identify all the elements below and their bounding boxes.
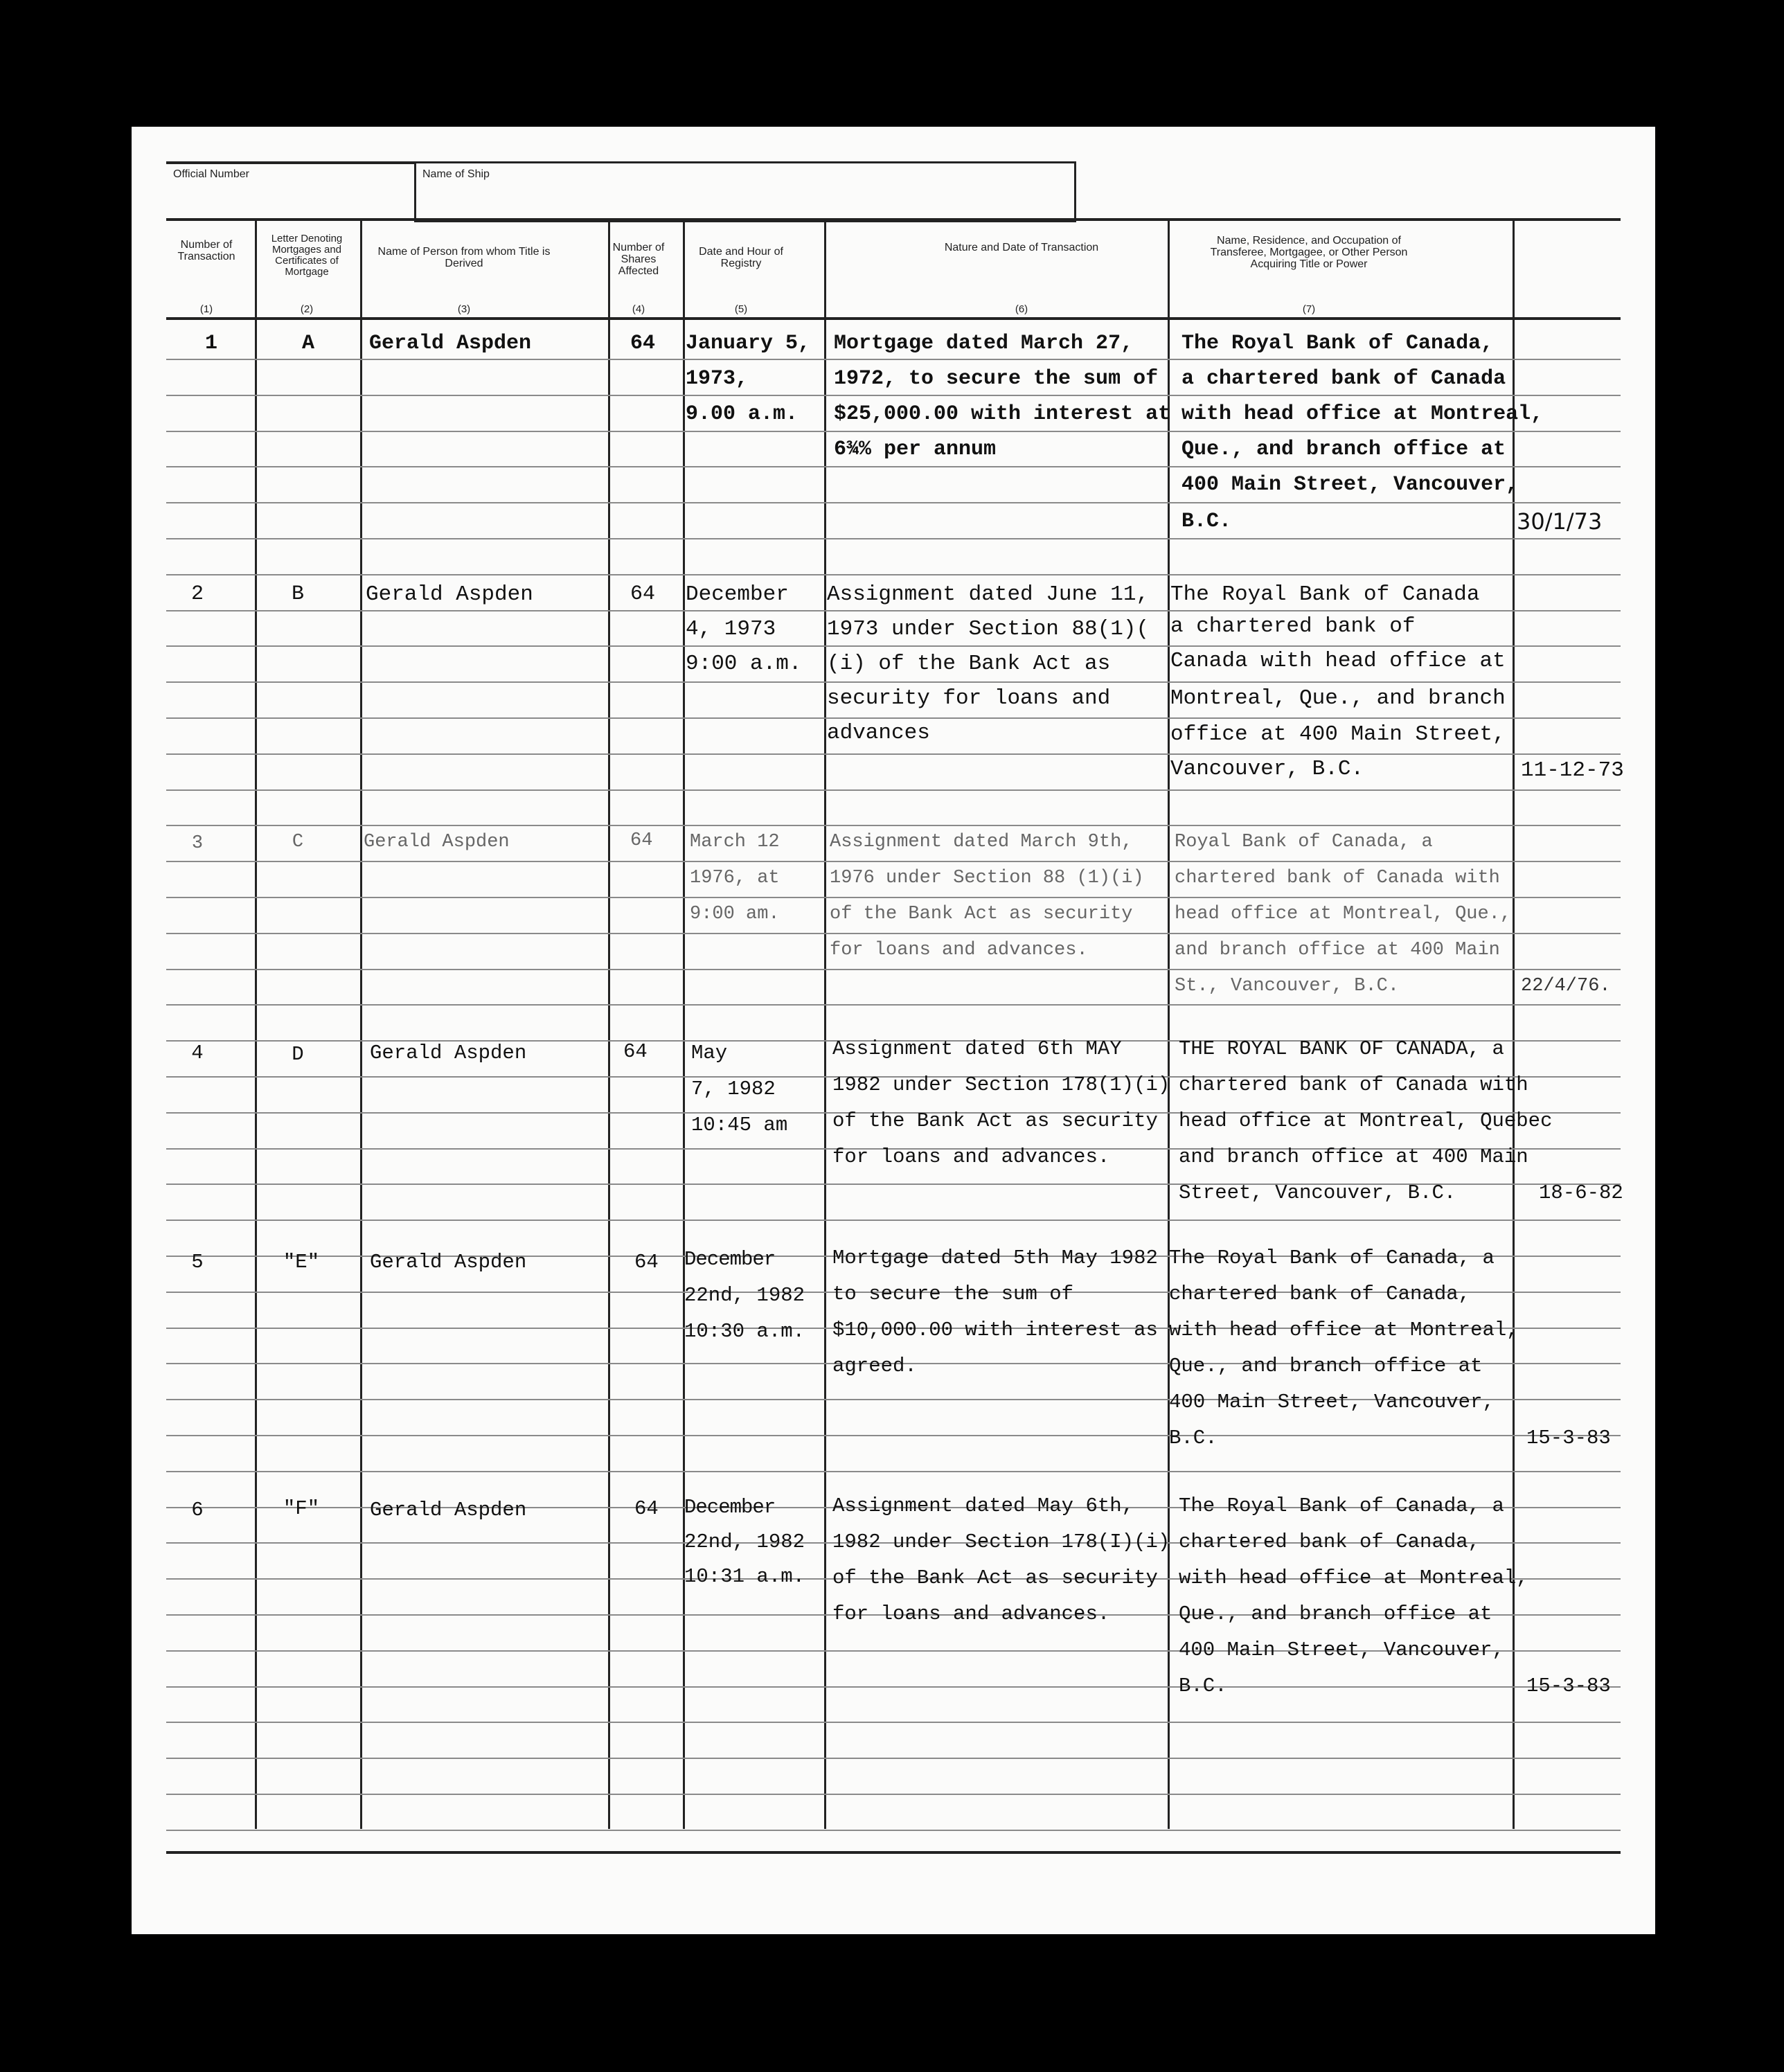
entry-1-nature-line-4: 6¾% per annum [834,438,997,461]
entry-5-acquirer-line-3: with head office at Montreal, [1169,1319,1519,1341]
entry-4-acquirer-line-4: and branch office at 400 Main [1179,1145,1528,1168]
entry-4-acquirer-line-3: head office at Montreal, Quebec [1179,1109,1553,1132]
ruled-line [166,574,1621,575]
entry-2-nature-line-2: 1973 under Section 88(1)( [827,617,1150,641]
entry-3-registry-line-3: 9:00 am. [690,904,780,925]
entry-4-nature-line-4: for loans and advances. [832,1145,1110,1168]
entry-1-nature-line-3: $25,000.00 with interest at [834,402,1171,426]
top-rule [166,161,416,164]
entry-1-acquirer-line-1: The Royal Bank of Canada, [1181,332,1494,355]
col1-number: (1) [199,303,213,315]
ruled-line [166,1004,1621,1006]
entry-6-registry-line-3: 10:31 a.m. [684,1565,805,1588]
entry-6-date-note: 15-3-83 [1526,1674,1611,1697]
ruled-line [166,1220,1621,1221]
entry-3-nature-line-3: of the Bank Act as security [830,904,1133,925]
divider-6 [1168,219,1170,1829]
ruled-line [166,1758,1621,1759]
entry-2-acquirer-line-4: Montreal, Que., and branch [1170,686,1506,711]
ruled-line [166,789,1621,791]
entry-2-registry-line-3: 9:00 a.m. [686,652,802,676]
entry-4-nature-line-1: Assignment dated 6th MAY [832,1037,1122,1060]
entry-1-registry-line-3: 9.00 a.m. [686,402,799,426]
entry-2-shares: 64 [630,582,656,606]
col6-header: Nature and Date of Transaction [944,242,1099,253]
entry-1-registry-line-2: 1973, [686,367,749,391]
entry-4-acquirer-line-2: chartered bank of Canada with [1179,1073,1528,1096]
ruled-line [166,1830,1621,1831]
entry-6-registry-line-2: 22nd, 1982 [684,1530,805,1553]
entry-3-person: Gerald Aspden [364,832,510,852]
name-of-ship-box [414,161,1076,222]
entry-1-acquirer-line-4: Que., and branch office at [1181,438,1506,461]
entry-3-acquirer-line-5: St., Vancouver, B.C. [1175,976,1400,997]
entry-3-date-note: 22/4/76. [1521,976,1611,997]
entry-6-nature-line-1: Assignment dated May 6th, [832,1494,1134,1517]
entry-3-registry-line-2: 1976, at [690,868,780,888]
entry-5-acquirer-line-1: The Royal Bank of Canada, a [1169,1247,1495,1269]
entry-2-acquirer-line-1: The Royal Bank of Canada [1170,582,1480,607]
entry-1-acquirer-line-2: a chartered bank of Canada [1181,367,1506,391]
entry-6-acquirer-line-6: B.C. [1179,1674,1227,1697]
entry-3-acquirer-line-1: Royal Bank of Canada, a [1175,832,1433,852]
name-of-ship-label: Name of Ship [422,168,490,180]
entry-3-registry-line-1: March 12 [690,832,780,852]
entry-4-acquirer-line-1: THE ROYAL BANK OF CANADA, a [1179,1037,1504,1060]
entry-3-shares: 64 [630,830,653,851]
entry-2-number: 2 [190,582,204,606]
entry-2-person: Gerald Aspden [366,582,533,607]
entry-1-nature-line-1: Mortgage dated March 27, [834,332,1134,355]
entry-4-acquirer-line-5: Street, Vancouver, B.C. [1179,1181,1456,1204]
entry-3-letter: C [292,832,304,852]
ruled-line [166,969,1621,970]
entry-3-nature-line-2: 1976 under Section 88 (1)(i) [830,868,1144,888]
entry-5-nature-line-2: to secure the sum of [832,1283,1074,1305]
entry-2-registry-line-2: 4, 1973 [686,617,776,641]
col7-header: Name, Residence, and Occupation of Transferee, Mortgagee, or Other Person Acquiring Title or Power [1210,235,1408,270]
entry-1-acquirer-line-5: 400 Main Street, Vancouver, [1181,473,1519,497]
entry-2-acquirer-line-2: a chartered bank of [1170,614,1416,638]
col2-number: (2) [300,303,314,315]
entry-2-nature-line-1: Assignment dated June 11, [827,582,1150,607]
bottom-rule [166,1851,1621,1854]
entry-6-acquirer-line-4: Que., and branch office at [1179,1602,1492,1625]
entry-4-registry-line-3: 10:45 am [691,1114,788,1136]
entry-5-nature-line-3: $10,000.00 with interest as [832,1319,1158,1341]
entry-2-nature-line-3: (i) of the Bank Act as [827,652,1111,676]
ruled-line [166,538,1621,539]
entry-6-registry-line-1: December [684,1496,776,1519]
col5-header: Date and Hour of Registry [699,246,783,269]
entry-3-acquirer-line-4: and branch office at 400 Main [1175,940,1500,961]
official-number-label: Official Number [173,168,249,180]
entry-2-date-note: 11-12-73 [1521,758,1624,783]
col7-number: (7) [1302,303,1316,315]
entry-5-shares: 64 [634,1251,659,1274]
entry-2-acquirer-line-5: office at 400 Main Street, [1170,722,1506,747]
entry-1-registry-line-1: January 5, [686,332,811,355]
col3-header: Name of Person from whom Title is Derived [377,246,551,269]
entry-2-letter: B [291,582,304,606]
entry-3-acquirer-line-2: chartered bank of Canada with [1175,868,1500,888]
entry-4-registry-line-1: May [691,1042,728,1064]
ruled-line [166,1471,1621,1472]
divider-3 [608,219,610,1829]
col3-number: (3) [457,303,471,315]
ruled-line [166,753,1621,755]
ruled-line [166,1794,1621,1795]
entry-4-nature-line-2: 1982 under Section 178(1)(i) [832,1073,1170,1096]
entry-3-nature-line-1: Assignment dated March 9th, [830,832,1133,852]
entry-2-acquirer-line-6: Vancouver, B.C. [1170,757,1364,781]
entry-6-acquirer-line-2: chartered bank of Canada, [1179,1530,1481,1553]
entry-4-shares: 64 [623,1040,648,1063]
ruled-line [166,1686,1621,1688]
entry-2-nature-line-4: security for loans and [827,686,1111,711]
col1-header: Number of Transaction [177,239,235,262]
ruled-line [166,1435,1621,1436]
entry-4-number: 4 [191,1042,204,1064]
entry-6-nature-line-3: of the Bank Act as security [832,1566,1158,1589]
entry-5-registry-line-2: 22nd, 1982 [684,1284,805,1307]
entry-6-nature-line-4: for loans and advances. [832,1602,1110,1625]
header-bottom-rule [166,317,1621,320]
col5-number: (5) [734,303,748,315]
divider-5 [824,219,826,1829]
entry-6-letter: "F" [283,1497,320,1520]
entry-1-acquirer-line-3: with head office at Montreal, [1181,402,1544,426]
entry-2-nature-line-5: advances [827,721,930,745]
entry-1-person: Gerald Aspden [369,332,532,355]
entry-5-letter: "E" [283,1251,320,1274]
entry-5-number: 5 [191,1251,204,1274]
entry-4-date-note: 18-6-82 [1539,1181,1623,1204]
entry-1-nature-line-2: 1972, to secure the sum of [834,367,1159,391]
entry-5-acquirer-line-6: B.C. [1169,1427,1217,1449]
entry-6-acquirer-line-5: 400 Main Street, Vancouver, [1179,1638,1504,1661]
entry-5-date-note: 15-3-83 [1526,1427,1611,1449]
divider-2 [360,219,362,1829]
entry-6-acquirer-line-1: The Royal Bank of Canada, a [1179,1494,1504,1517]
entry-5-registry-line-1: December [684,1248,776,1271]
entry-3-acquirer-line-3: head office at Montreal, Que., [1175,904,1512,925]
col6-number: (6) [1015,303,1028,315]
entry-5-person: Gerald Aspden [370,1251,527,1274]
entry-5-nature-line-4: agreed. [832,1355,917,1377]
entry-5-nature-line-1: Mortgage dated 5th May 1982 [832,1247,1158,1269]
entry-5-acquirer-line-4: Que., and branch office at [1169,1355,1483,1377]
entry-3-number: 3 [191,833,204,854]
entry-5-registry-line-3: 10:30 a.m. [684,1320,805,1343]
entry-6-shares: 64 [634,1497,659,1520]
entry-6-number: 6 [191,1499,204,1521]
entry-1-shares: 64 [630,332,656,355]
entry-5-acquirer-line-5: 400 Main Street, Vancouver, [1169,1391,1495,1413]
col2-header: Letter Denoting Mortgages and Certificates of Mortgage [271,233,343,278]
entry-2-registry-line-1: December [686,582,789,607]
col4-number: (4) [632,303,645,315]
entry-4-person: Gerald Aspden [370,1042,527,1064]
entry-4-registry-line-2: 7, 1982 [691,1078,776,1100]
ruled-line [166,1722,1621,1723]
entry-1-acquirer-line-6: B.C. [1181,510,1232,533]
entry-5-acquirer-line-2: chartered bank of Canada, [1169,1283,1471,1305]
entry-2-acquirer-line-3: Canada with head office at [1170,649,1506,673]
register-sheet [132,127,1655,1934]
entry-6-acquirer-line-3: with head office at Montreal, [1179,1566,1528,1589]
entry-1-letter: A [301,332,314,355]
entry-3-nature-line-4: for loans and advances. [830,940,1088,961]
col4-header: Number of Shares Affected [612,242,665,277]
entry-1-number: 1 [204,332,217,355]
entry-4-letter: D [292,1043,304,1066]
divider-1 [255,219,257,1829]
entry-1-date-note: 30/1/73 [1517,508,1603,535]
entry-4-nature-line-3: of the Bank Act as security [832,1109,1158,1132]
entry-6-nature-line-2: 1982 under Section 178(I)(i) [832,1530,1170,1553]
entry-6-person: Gerald Aspden [370,1499,527,1521]
header-top-rule [166,218,1621,221]
